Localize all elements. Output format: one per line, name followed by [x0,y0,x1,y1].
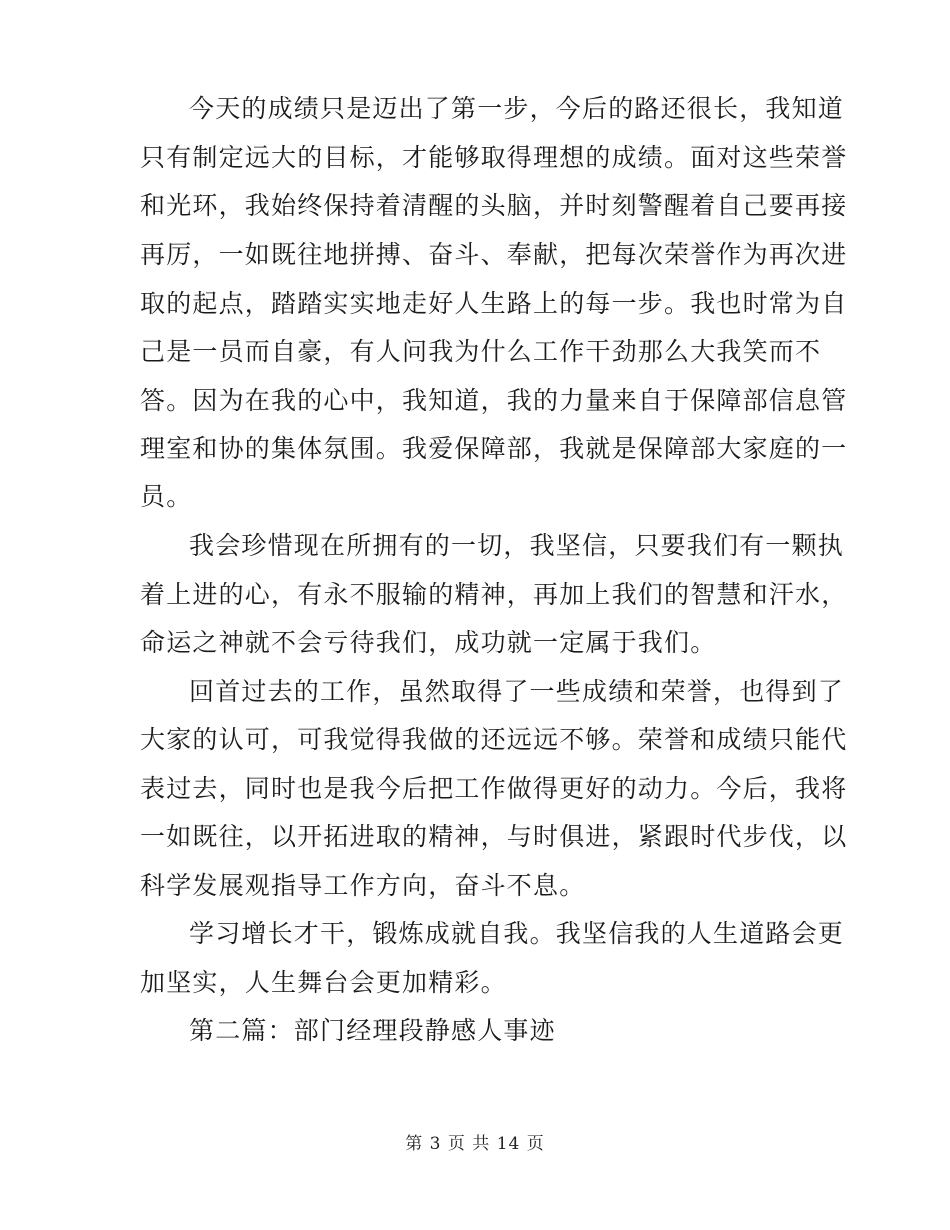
paragraph-3-line-1: 回首过去的工作，虽然取得了一些成绩和荣誉，也得到了 [189,677,845,706]
paragraph-1-line-9: 员。 [140,482,193,511]
paragraph-2-line-3: 命运之神就不会亏待我们，成功就一定属于我们。 [140,628,717,657]
paragraph-1-line-6: 己是一员而自豪，有人问我为什么工作干劲那么大我笑而不 [140,337,822,366]
paragraph-3-line-4: 一如既往，以开拓进取的精神，与时俱进，紧跟时代步伐，以 [140,822,848,851]
page-number-footer: 第 3 页 共 14 页 [405,1134,545,1154]
paragraph-1-line-3: 和光环，我始终保持着清醒的头脑，并时刻警醒着自己要再接 [140,191,848,220]
paragraph-2-line-2: 着上进的心，有永不服输的精神，再加上我们的智慧和汗水， [140,580,848,609]
paragraph-4-line-1: 学习增长才干，锻炼成就自我。我坚信我的人生道路会更 [189,919,845,948]
paragraph-2-line-1: 我会珍惜现在所拥有的一切，我坚信，只要我们有一颗执 [189,531,845,560]
paragraph-1-line-1: 今天的成绩只是迈出了第一步，今后的路还很长，我知道 [189,94,845,123]
paragraph-1-line-5: 取的起点，踏踏实实地走好人生路上的每一步。我也时常为自 [140,289,848,318]
paragraph-3-line-2: 大家的认可，可我觉得我做的还远远不够。荣誉和成绩只能代 [140,725,848,754]
paragraph-3-line-5: 科学发展观指导工作方向，奋斗不息。 [140,871,586,900]
paragraph-4-line-2: 加坚实，人生舞台会更加精彩。 [140,968,507,997]
paragraph-1-line-7: 答。因为在我的心中，我知道，我的力量来自于保障部信息管 [140,386,848,415]
paragraph-1-line-2: 只有制定远大的目标，才能够取得理想的成绩。面对这些荣誉 [140,143,848,172]
section-heading: 第二篇：部门经理段静感人事迹 [189,1016,556,1045]
paragraph-3-line-3: 表过去，同时也是我今后把工作做得更好的动力。今后，我将 [140,774,848,803]
paragraph-1-line-8: 理室和协的集体氛围。我爱保障部，我就是保障部大家庭的一 [140,434,848,463]
paragraph-1-line-4: 再厉，一如既往地拼搏、奋斗、奉献，把每次荣誉作为再次进 [140,240,848,269]
